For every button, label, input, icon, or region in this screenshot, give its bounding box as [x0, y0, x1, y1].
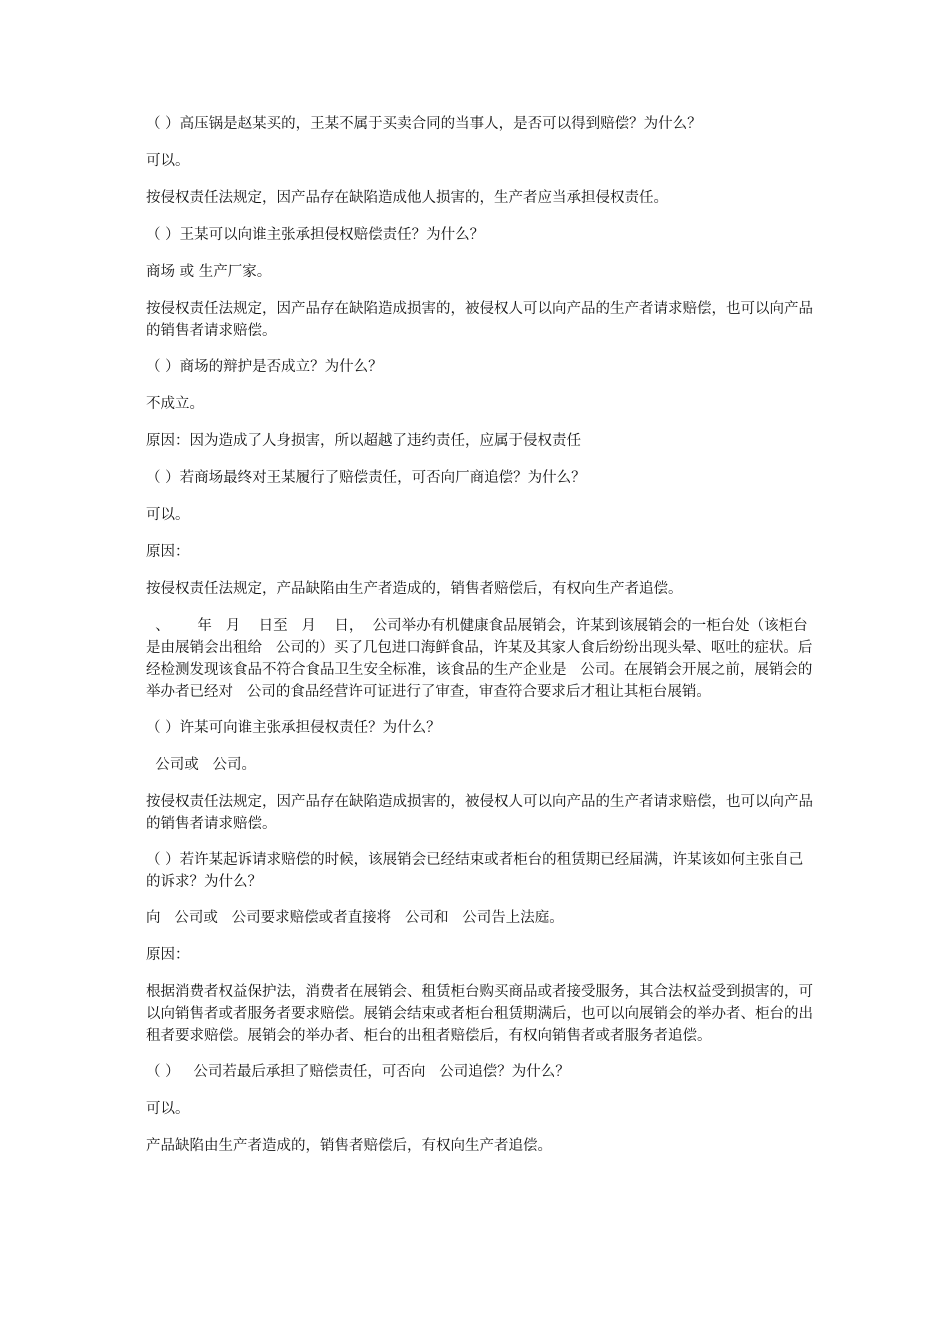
question-4: （ ）若商场最终对王某履行了赔偿责任，可否向厂商追偿？为什么？ — [146, 470, 586, 486]
reason-2: 按侵权责任法规定，因产品存在缺陷造成损害的，被侵权人可以向产品的生产者请求赔偿，也可以向产品的销售者请求赔偿。 — [146, 301, 813, 339]
question-3: （ ）商场的辩护是否成立？为什么？ — [146, 359, 383, 375]
reason-5: 按侵权责任法规定，因产品存在缺陷造成损害的，被侵权人可以向产品的生产者请求赔偿，也可以向产品的销售者请求赔偿。 — [146, 794, 813, 832]
reason-4: 按侵权责任法规定，产品缺陷由生产者造成的，销售者赔偿后，有权向生产者追偿。 — [146, 581, 683, 597]
reason-1: 按侵权责任法规定，因产品存在缺陷造成他人损害的，生产者应当承担侵权责任。 — [146, 190, 668, 206]
reason-label-6: 原因： — [146, 947, 190, 963]
reason-3: 原因：因为造成了人身损害，所以超越了违约责任，应属于侵权责任 — [146, 433, 581, 449]
answer-2: 商场 或 生产厂家。 — [146, 264, 272, 280]
case-description: 、 年 月 日至 月 日， 公司举办有机健康食品展销会，许某到该展销会的一柜台处（该柜台是由展销会出租给 公司的）买了几包进口海鲜食品，许某及其家人食后纷纷出现头晕、呕吐的症状。后经检测发现该食品不符合食品卫生安全标准，该食品的生产企业是 公司。在展销会开展之前，展销会的举办者已经对 公司的食品经营许可证进行了审查，审查符合要求后才租让其柜台展销。 — [146, 618, 813, 700]
question-2: （ ）王某可以向谁主张承担侵权赔偿责任？为什么？ — [146, 227, 485, 243]
answer-3: 不成立。 — [146, 396, 204, 412]
question-5: （ ）许某可向谁主张承担侵权责任？为什么？ — [146, 720, 441, 736]
document-body — [146, 113, 816, 1172]
answer-6: 向 公司或 公司要求赔偿或者直接将 公司和 公司告上法庭。 — [146, 910, 564, 926]
answer-5: 公司或 公司。 — [146, 757, 257, 773]
answer-7: 可以。 — [146, 1101, 190, 1117]
answer-4: 可以。 — [146, 507, 190, 523]
reason-6: 根据消费者权益保护法，消费者在展销会、租赁柜台购买商品或者接受服务，其合法权益受到损害的，可以向销售者或者服务者要求赔偿。展销会结束或者柜台租赁期满后，也可以向展销会的举办者、柜台的出租者要求赔偿。展销会的举办者、柜台的出租者赔偿后，有权向销售者或者服务者追偿。 — [146, 984, 813, 1044]
question-1: （ ）高压锅是赵某买的，王某不属于买卖合同的当事人，是否可以得到赔偿？为什么？ — [146, 116, 702, 132]
reason-label-4: 原因： — [146, 544, 190, 560]
reason-7: 产品缺陷由生产者造成的，销售者赔偿后，有权向生产者追偿。 — [146, 1138, 552, 1154]
answer-1: 可以。 — [146, 153, 190, 169]
question-6: （ ）若许某起诉请求赔偿的时候，该展销会已经结束或者柜台的租赁期已经届满，许某该如何主张自己的诉求？为什么？ — [146, 852, 804, 890]
question-7: （ ） 公司若最后承担了赔偿责任，可否向 公司追偿？为什么？ — [146, 1064, 570, 1080]
